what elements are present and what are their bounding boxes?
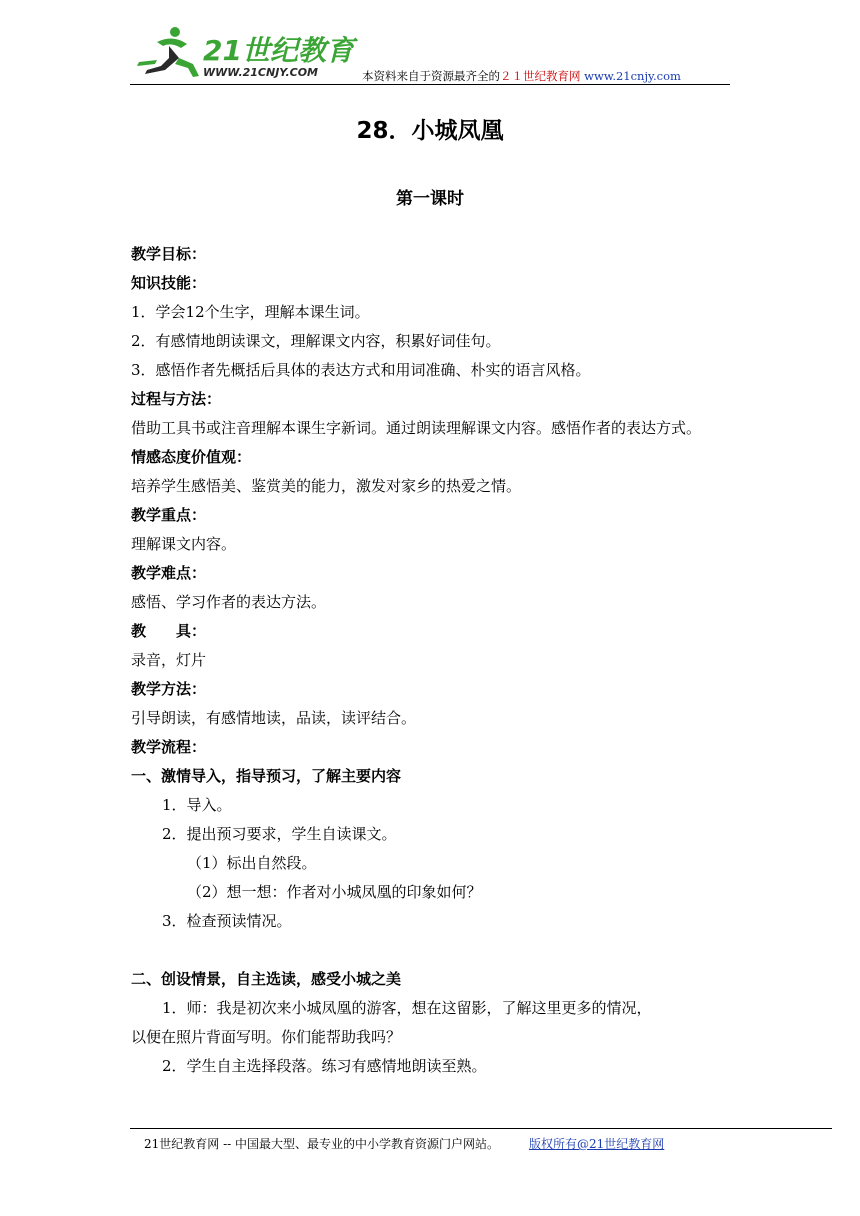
- knowledge-heading: 知识技能：: [131, 274, 207, 292]
- goals-heading: 教学目标：: [131, 245, 207, 263]
- footer-text: 21世纪教育网 -- 中国最大型、最专业的中小学教育资源门户网站。: [144, 1137, 500, 1151]
- svg-text:WWW.21CNJY.COM: WWW.21CNJY.COM: [203, 66, 318, 79]
- method-heading: 教学方法：: [131, 680, 207, 698]
- runner-icon: [137, 27, 199, 77]
- section1-subitem: （1）标出自然段。: [187, 854, 317, 872]
- page-header: [130, 24, 730, 86]
- emotion-heading: 情感态度价值观：: [131, 448, 252, 466]
- section2-item: 2．学生自主选择段落。练习有感情地朗读至熟。: [162, 1057, 487, 1075]
- section1-item: 2．提出预习要求，学生自读课文。: [162, 825, 397, 843]
- section1-heading: 一、激情导入，指导预习，了解主要内容: [131, 767, 402, 785]
- section1-item: 3．检查预读情况。: [162, 912, 292, 930]
- knowledge-item: 1．学会12个生字，理解本课生词。: [131, 303, 370, 321]
- section1-item: 1．导入。: [162, 796, 232, 814]
- svg-text:21世纪教育: 21世纪教育: [203, 34, 354, 67]
- header-url-link[interactable]: www.21cnjy.com: [584, 69, 681, 83]
- tools-heading: 教 具：: [131, 622, 207, 640]
- key-text: 理解课文内容。: [131, 535, 237, 553]
- section2-heading: 二、创设情景，自主选读，感受小城之美: [131, 970, 402, 988]
- header-divider: [130, 84, 730, 85]
- process-text: 借助工具书或注音理解本课生字新词。通过朗读理解课文内容。感悟作者的表达方式。: [131, 419, 702, 437]
- page-subtitle: 第一课时: [396, 189, 464, 209]
- section2-item-continued: 以便在照片背面写明。你们能帮助我吗？: [131, 1028, 402, 1046]
- lesson-plan-body: [131, 240, 731, 1081]
- section2-item: 1．师：我是初次来小城凤凰的游客，想在这留影，了解这里更多的情况，: [162, 999, 652, 1017]
- tools-text: 录音，灯片: [131, 651, 207, 669]
- difficulty-text: 感悟、学习作者的表达方法。: [131, 593, 327, 611]
- process-heading: 过程与方法：: [131, 390, 222, 408]
- emotion-text: 培养学生感悟美、鉴赏美的能力，激发对家乡的热爱之情。: [131, 477, 522, 495]
- footer-divider: [130, 1128, 832, 1129]
- flow-heading: 教学流程：: [131, 738, 207, 756]
- header-note-prefix: 本资料来自于资源最齐全的: [362, 69, 500, 83]
- method-text: 引导朗读，有感情地读，品读，读评结合。: [131, 709, 417, 727]
- knowledge-item: 2．有感情地朗读课文，理解课文内容，积累好词佳句。: [131, 332, 501, 350]
- header-brand-link[interactable]: ２１世纪教育网: [500, 69, 581, 83]
- page-title: 28．小城凤凰: [356, 118, 504, 144]
- section1-subitem: （2）想一想：作者对小城凤凰的印象如何？: [187, 883, 482, 901]
- logo: [135, 24, 354, 82]
- header-note: [362, 68, 681, 84]
- key-heading: 教学重点：: [131, 506, 207, 524]
- difficulty-heading: 教学难点：: [131, 564, 207, 582]
- knowledge-item: 3．感悟作者先概括后具体的表达方式和用词准确、朴实的语言风格。: [131, 361, 591, 379]
- page-footer: [144, 1135, 664, 1152]
- spacer: [131, 936, 731, 965]
- copyright-link[interactable]: 版权所有@21世纪教育网: [529, 1137, 665, 1151]
